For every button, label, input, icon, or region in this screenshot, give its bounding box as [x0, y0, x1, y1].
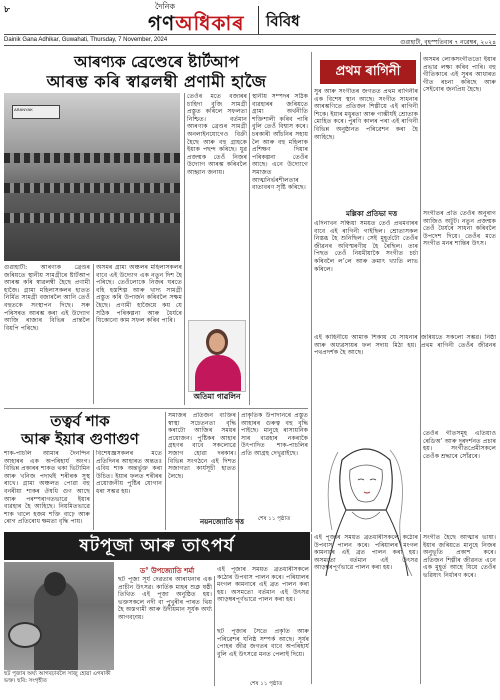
second-headline-line2: আৰু ইয়াৰ গুণাগুণ: [21, 430, 139, 448]
right-body5: এই কাহিনীয়ে আমাক শিকায় যে সাধনাৰ জৰিয়তে সকলো সম্ভৱ। নিষ্ঠা আৰু অধ্যৱসায়ৰ ফল সদায় মিঠা হয়। প্ৰথম ৰাগিনী তেওঁৰ জীৱনৰ পথপ্ৰদৰ্শক হৈ আছে।: [314, 334, 496, 357]
lead-body-intro: গুৱাহাটী: আৰণ্যক ব্ৰেণ্ডৰ জৰিয়তে স্থানীয় সামগ্ৰীৰে ষ্টাৰ্টআপ আৰম্ভ কৰি স্বাৱলম্বী হৈছে প্ৰণামী হাজৈ। গ্ৰাম্য মহিলাসকলৰ হাতত নিৰ্মিত সামগ্ৰী বজাৰলৈ আনি তেওঁ বহুতকে সংস্থাপন দিছে। সৰু পৰিসৰত আৰম্ভ কৰা এই উদ্যোগ আজি ৰাজ্যৰ বিভিন্ন প্ৰান্তলৈ বিয়পি পৰিছে।: [4, 264, 90, 332]
edition-english: Dainik Gana Adhikar, Guwahati, Thursday, 7 November, 2024: [4, 37, 168, 43]
devotee-head: [44, 572, 66, 596]
column-rule: [184, 93, 185, 405]
portrait-face: [209, 333, 225, 352]
right-body1: সুৰ আৰু সংগীতৰ জগতত প্ৰথম ৰাগিনীৰ এক বিশেষ স্থান আছে। সংগীত সাধনাৰ আৰম্ভণিতে প্ৰতিজন শিল্পীয়ে এই ৰাগিনী শিকে। ইয়াৰ মধুৰতা আৰু গাম্ভীৰ্যই শ্ৰোতাক মোহিত কৰে। পুৰণি কালৰ পৰা এই ৰাগিনী বিভিন্ন অনুষ্ঠানত পৰিৱেশন কৰা হৈ আহিছে।: [314, 88, 418, 141]
second-continued: শেষ ১১ পৃষ্ঠাত: [258, 516, 291, 522]
logo-part-red: অধিকাৰ: [175, 11, 245, 35]
column-rule: [165, 412, 166, 530]
shelf-graphic: [4, 183, 180, 193]
masthead-daily: দৈনিক: [155, 2, 176, 11]
chhath-author: ড° উপজ্যোতি শৰ্মা: [140, 566, 195, 575]
store-sign: ARANYAK: [12, 105, 60, 119]
right-body2: অসমৰ লোকসংগীততো ইয়াৰ প্ৰভাৱ লক্ষ্য কৰিব পাৰি। বহু গীতিকাৰে এই সুৰৰ আধাৰত গীত ৰচনা কৰিছে আৰু সেইবোৰ জনপ্ৰিয় হৈছে।: [423, 56, 496, 94]
store-photo: [4, 93, 180, 261]
section-divider: [4, 408, 308, 409]
masthead: [0, 0, 500, 52]
right-author: মল্লিকা প্ৰতিভা দত্ত: [346, 209, 398, 218]
chhath-body1: ছট পূজা সূৰ্য দেৱতাৰ আৰাধনাৰ এক প্ৰাচীন উৎসৱ। কাৰ্তিক মাহৰ শুক্ল ষষ্ঠী তিথিত এই পূজা অনুষ্ঠিত হয়। ভক্তসকলে নদী বা পুখুৰীৰ পাৰত থিয় হৈ অস্তগামী আৰু উদীয়মান সূৰ্যক অৰ্ঘ্য আগবঢ়ায়।: [118, 576, 212, 621]
chhath-photo-caption: ছট পূজাৰ অৰ্ঘ্য আগবঢ়াবলৈ সাজু হোৱা এগৰাকী ভক্ত। ছবি: সংগৃহীত: [4, 671, 111, 684]
edition-date: গুৱাহাটী, বৃহস্পতিবাৰ ৭ নৱেম্বৰ, ২০২৪: [400, 39, 496, 46]
shelf-graphic: [4, 153, 180, 163]
logo-part-black: গণ: [148, 11, 176, 35]
second-author: নয়নজ্যোতি দত্ত: [200, 517, 244, 526]
right-body3: এদিনাখন সন্ধিয়া সময়ত তেওঁ প্ৰথমবাৰৰ বাবে এই ৰাগিনী গাইছিল। শ্ৰোতাসকল নিস্তব্ধ হৈ শুনিছিল। সেই মুহূৰ্তটো তেওঁৰ জীৱনৰ অবিস্মৰণীয় হৈ ৰৈছিল। তাৰ পিছত তেওঁ নিয়মীয়াকৈ সংগীত চৰ্চা কৰিবলৈ ল’লে আৰু ক্ৰমাৎ খ্যাতি লাভ কৰিলে।: [314, 220, 418, 273]
portrait-body: [195, 355, 241, 392]
column-rule: [249, 93, 250, 405]
lead-body-col3: তেওঁৰ মতে বজাৰৰ চাহিদা বুজি সামগ্ৰী প্ৰস্তুত কৰিলে সফলতা নিশ্চিত। বৰ্তমান আৰণ্যক ব্ৰেণ্ডৰ সামগ্ৰী অনলাইনযোগেও বিক্ৰী হৈছে আৰু বহু গ্ৰাহকে ইয়াক পছন্দ কৰিছে। যুৱ প্ৰজন্মক তেওঁ নিজৰ উদ্যোগ আৰম্ভ কৰিবলৈ আহ্বান জনায়।: [187, 93, 247, 176]
right-end-col: সংগীত হৈছে আত্মাৰ ভাষা। ইয়াৰ জৰিয়তে মানুহে নিজৰ অনুভূতি প্ৰকাশ কৰে। প্ৰতিজন শিল্পীৰ জীৱনত এনে এক মুহূৰ্ত আহে যিয়ে তেওঁৰ ভৱিষ্যৎ নিৰ্ধাৰণ কৰে।: [423, 534, 496, 579]
page-number: ৮: [4, 5, 10, 15]
section-title: বিবিধ: [266, 12, 300, 30]
chhath-continued: শেষ ১১ পৃষ্ঠাত: [250, 681, 283, 687]
second-headline-line1: তত্বৰ্ব শাক: [50, 412, 110, 430]
chhath-photo: [4, 562, 114, 670]
lead-author: অতিমা গাৱলিন: [193, 392, 241, 401]
shelf-graphic: [4, 213, 180, 223]
lead-headline-line1: আৰণ্যক ব্ৰেণ্ডেৰে ষ্টাৰ্টআপ: [74, 52, 239, 71]
lead-body-col2: অসমৰ গ্ৰাম্য অঞ্চলৰ মহিলাসকলৰ বাবে এই উদ্যোগ এক নতুন দিশ হৈ পৰিছে। তেওঁলোকে নিজৰ ঘৰতে বহি হস্তশিল্প আৰু খাদ্য সামগ্ৰী প্ৰস্তুত কৰি উপাৰ্জন কৰিবলৈ সক্ষম হৈছে। প্ৰণামী হাজৈয়ে কয় যে সঠিক পৰিকল্পনা আৰু ধৈৰ্যৰে যিকোনো কাম সফল কৰিব পাৰি।: [96, 264, 182, 325]
column-rule: [93, 450, 94, 530]
chhath-headline: ষটপূজা আৰু তাৎপৰ্য: [4, 532, 310, 560]
author-portrait: [188, 320, 246, 392]
lead-body-col4: স্থানীয় সম্পদৰ সঠিক ব্যৱহাৰৰ জৰিয়তে গ্ৰাম্য অৰ্থনীতি শক্তিশালী কৰিব পাৰি বুলি তেওঁ বিশ্বাস কৰে। চৰকাৰী আঁচনিৰ সহায় লৈ আৰু বহু মহিলাক প্ৰশিক্ষণ দিয়াৰ পৰিকল্পনা তেওঁৰ আছে। এনে উদ্যোগে সমাজত আত্মনিৰ্ভৰশীলতাৰ বাতাবৰণ সৃষ্টি কৰিছে।: [252, 93, 308, 192]
chhath-body3: ছট পূজাৰ সৈতে প্ৰকৃতি আৰু পৰিৱেশৰ ঘনিষ্ঠ সম্পৰ্ক আছে। সূৰ্যৰ পোহৰ জীৱ জগতৰ বাবে অপৰিহাৰ্য বুলি এই উৎসৱে মনত পেলাই দিয়ে।: [217, 628, 309, 658]
column-rule: [420, 52, 421, 532]
column-rule: [214, 576, 215, 686]
column-rule: [93, 264, 94, 404]
right-body6: তেওঁৰ গীতসমূহ এতিয়াও ৰেডিঅ’ আৰু দূৰদৰ্শনত প্ৰচাৰ হয়। সংগীতপ্ৰেমীসকলে তেওঁক শ্ৰদ্ধাৰে সোঁৱৰে।: [423, 430, 496, 460]
middle-col2: প্ৰাকৃতিক উপাদানৰে প্ৰস্তুত আহাৰৰ গুৰুত্ব বহু বৃদ্ধি পাইছে। মানুহে ৰাসায়নিক সাৰ ব্যৱহাৰ নকৰাকৈ উৎপাদিত শাক-পাচলিৰ প্ৰতি আগ্ৰহ দেখুৱাইছে।: [241, 412, 308, 457]
column-rule: [420, 534, 421, 684]
second-body: শাক-পাচলি আমাৰ দৈনন্দিন আহাৰৰ এক অপৰিহাৰ্য অংগ। বিভিন্ন প্ৰকাৰৰ শাকত থকা ভিটামিন আৰু খনিজ পদাৰ্থই শৰীৰক সুস্থ ৰাখে। গ্ৰাম্য অঞ্চলত পোৱা বহু বনৰীয়া শাকৰ ঔষধি গুণ আছে আৰু পৰম্পৰাগতভাৱে ইয়াৰ ব্যৱহাৰ হৈ আহিছে। নিয়মিতভাৱে শাক খালে হজম শক্তি বাঢ়ে আৰু ৰোগ প্ৰতিৰোধ ক্ষমতা বৃদ্ধি পায়।: [4, 450, 90, 526]
lead-headline: [14, 52, 299, 92]
chhath-body-cont: এই পূজাৰ সময়ত ব্ৰতধাৰীসকলে কঠোৰ উপবাস পালন কৰে। পৰিয়ালৰ মংগল কামনাৰে এই ব্ৰত পালন কৰা হয়। অসমতো বৰ্তমান এই উৎসৱ আড়ম্বৰপূৰ্ণভাৱে পালন কৰা হয়।: [314, 534, 418, 572]
lead-headline-line2: আৰম্ভ কৰি স্বাৱলম্বী প্ৰণামী হাজৈ: [46, 72, 267, 91]
middle-col1: সমাজৰ প্ৰতিজন ব্যক্তিৰ স্বাস্থ্য সচেতনতা বৃদ্ধি কৰাটো আজিৰ সময়ৰ প্ৰয়োজন। পুষ্টিকৰ আহাৰ গ্ৰহণৰ বাবে সকলোৱে সজাগ হোৱা দৰকাৰ। বিভিন্ন সংগঠনে এই দিশত সজাগতা কাৰ্যসূচী হাতত লৈছে।: [168, 412, 236, 480]
column-rule: [238, 412, 239, 530]
second-body-cont: বিশেষজ্ঞসকলৰ মতে প্ৰতিদিনৰ আহাৰত অন্ততঃ এবিধ শাক অন্তৰ্ভুক্ত কৰা উচিত। ইয়াৰ ফলত শৰীৰৰ প্ৰয়োজনীয় পুষ্টিৰ যোগান ধৰা সম্ভৱ হয়।: [96, 450, 162, 495]
right-headline: প্ৰথম ৰাগিনী: [320, 60, 416, 84]
masthead-divider: [258, 6, 259, 34]
offering-basket: [8, 622, 42, 648]
right-body4: সংগীতৰ প্ৰতি তেওঁৰ অনুৰাগ আজিও অটুট। নতুন প্ৰজন্মক তেওঁ ধৈৰ্যৰে সাধনা কৰিবলৈ উপদেশ দিয়ে। তেওঁৰ মতে সংগীত মনৰ শান্তিৰ উৎস।: [423, 210, 496, 248]
column-rule: [311, 534, 312, 684]
second-headline: [20, 412, 140, 448]
chhath-body2: এই পূজাৰ সময়ত ব্ৰতধাৰীসকলে কঠোৰ উপবাস পালন কৰে। পৰিয়ালৰ মংগল কামনাৰে এই ব্ৰত পালন কৰা হয়। অসমতো বৰ্তমান এই উৎসৱ আড়ম্বৰপূৰ্ণভাৱে পালন কৰা হয়।: [217, 566, 309, 604]
